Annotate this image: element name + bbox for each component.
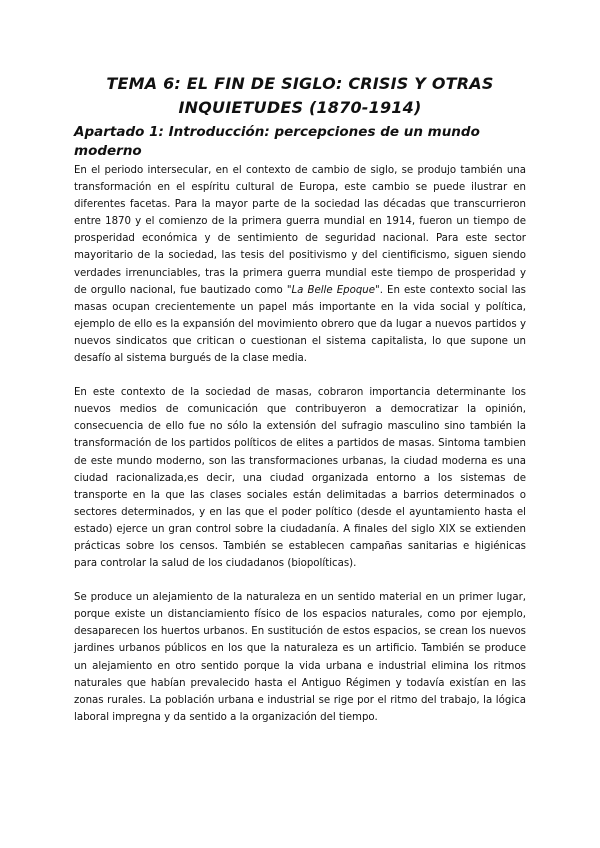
paragraph-1-quote: "La Belle Epoque": [286, 284, 380, 296]
title-line-2: INQUIETUDES (1870-1914): [178, 98, 422, 117]
paragraph-2: En este contexto de la sociedad de masas, cobraron importancia determinante los nuevos medios de comunicación que contribuyeron a democratizar la opinión, consecuencia de ello fue no sólo la extensión del sufragio masculino sino también la transformación de los partidos políticos de elites a partidos de masas. Sintoma tambien de este mundo moderno, son las transformaciones urbanas, la ciudad moderna es una ciudad racionalizada,es decir, una ciudad organizada entorno a los sistemas de transporte en la que las clases sociales están delimitadas a barrios determinados o sectores determinados, y en las que el poder político (desde el ayuntamiento hasta el estado) ejerce un gran control sobre la ciudadanía. A finales del siglo XIX se extienden prácticas sobre los censos. También se establecen campañas sanitarias e higiénicas para controlar la salud de los ciudadanos (biopolíticas).: [74, 387, 526, 570]
section-heading: Apartado 1: Introducción: percepciones de un mundo moderno: [74, 124, 480, 159]
title-line-1: TEMA 6: EL FIN DE SIGLO: CRISIS Y OTRAS: [106, 74, 494, 93]
paragraph-1: [74, 162, 526, 367]
document-page: [74, 72, 526, 726]
paragraph-1-text-before: En el periodo intersecular, en el contexto de cambio de siglo, se produjo también una transformación en el espíritu cultural de Europa, este cambio se puede ilustrar en diferentes facetas. Para la mayor parte de la sociedad las décadas que transcurrieron entre 1870 y el comienzo de la primera guerra mundial en 1914, fueron un tiempo de prosperidad económica y de sentimiento de seguridad nacional. Para este sector mayoritario de la sociedad, las tesis del positivismo y del cientificismo, siguen siendo verdades irrenunciables, tras la primera guerra mundial este tiempo de prosperidad y de orgullo nacional, fue bautizado como: [74, 165, 526, 296]
paragraph-1-text-after: . En este contexto social las masas ocupan crecientemente un papel más importante en la vida social y política, ejemplo de ello es la expansión del movimiento obrero que da lugar a nuevos partidos y nuevos sindicatos que critican o cuestionan el sistema capitalista, lo que supone un desafío al sistema burgués de la clase media.: [74, 284, 526, 365]
paragraph-3: Se produce un alejamiento de la naturaleza en un sentido material en un primer lugar, porque existe un distanciamiento físico de los espacios naturales, como por ejemplo, desaparecen los huertos urbanos. En sustitución de estos espacios, se crean los nuevos jardines urbanos públicos en los que la naturaleza es un artificio. También se produce un alejamiento en otro sentido porque la vida urbana e industrial elimina los ritmos naturales que habían prevalecido hasta el Antiguo Régimen y todavía existían en las zonas rurales. La población urbana e industrial se rige por el ritmo del trabajo, la lógica laboral impregna y da sentido a la organización del tiempo.: [74, 592, 526, 723]
document-title: [74, 72, 526, 120]
